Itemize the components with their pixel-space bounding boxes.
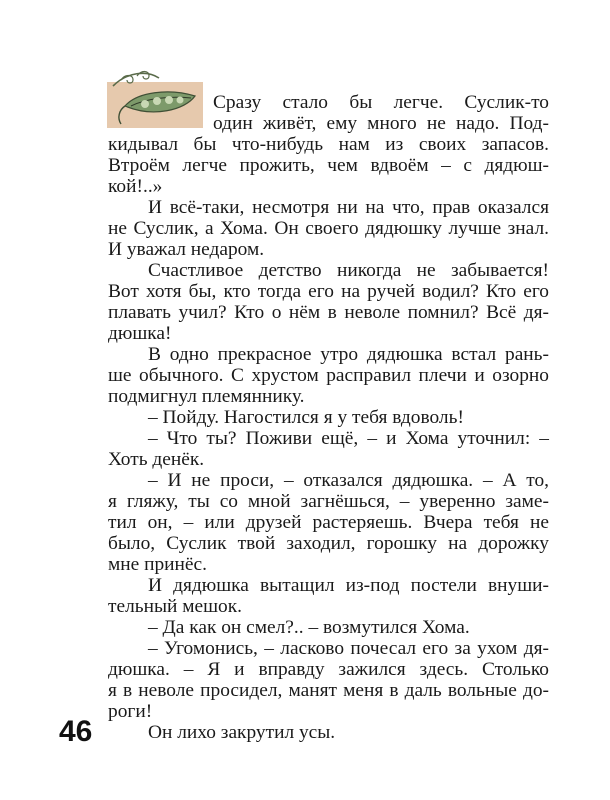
text-line: – Что ты? Поживи ещё, – и Хома уточнил: – [148,428,549,449]
text-line: плавать учил? Кто о нём в неволе помнил? Всё дя- [108,302,549,323]
text-line: было, Суслик твой заходил, горошку на дорожку [108,533,549,554]
text-line: И уважал недаром. [108,239,265,260]
text-line: Хоть денёк. [108,449,205,470]
text-line: Сразу стало бы легче. Суслик-то [213,92,549,113]
text-line: роги! [108,701,153,722]
text-line: не Суслик, а Хома. Он своего дядюшку лучше знал. [108,218,549,239]
pea-pod-icon [107,66,203,128]
text-line: я в неволе просидел, манят меня в даль вольные до- [108,680,549,701]
text-line: – И не проси, – отказался дядюшка. – А то, [148,470,549,491]
text-line: тельный мешок. [108,596,243,617]
text-line: И дядюшка вытащил из-под постели внуши- [148,575,549,596]
text-line: подмигнул племяннику. [108,386,305,407]
text-line: – Угомонись, – ласково почесал его за ухом дя- [148,638,549,659]
text-line: дюшка! [108,323,172,344]
page-number: 46 [59,715,93,748]
text-line: кой!..» [108,176,163,197]
text-line: тил он, – или друзей растеряешь. Вчера тебя не [108,512,549,533]
text-line: – Пойду. Нагостился я у тебя вдоволь! [148,407,464,428]
text-line: мне принёс. [108,554,207,575]
text-line: ше обычного. С хрустом расправил плечи и озорно [108,365,549,386]
text-line: В одно прекрасное утро дядюшка встал рань- [148,344,549,365]
text-line: И всё-таки, несмотря ни на что, прав оказался [148,197,549,218]
text-line: кидывал бы что-нибудь нам из своих запасов. [108,134,549,155]
pea-pod-illustration [107,66,203,128]
text-line: дюшка. – Я и вправду зажился здесь. Столько [108,659,549,680]
text-line: один живёт, ему много не надо. Под- [213,113,549,134]
text-line: – Да как он смел?.. – возмутился Хома. [148,617,470,638]
text-line: Втроём легче прожить, чем вдвоём – с дядюш- [108,155,549,176]
text-line: Счастливое детство никогда не забывается! [148,260,549,281]
text-line: Вот хотя бы, кто тогда его на ручей водил? Кто его [108,281,549,302]
text-line: я гляжу, ты со мной загнёшься, – уверенно заме- [108,491,549,512]
text-line: Он лихо закрутил усы. [148,722,336,743]
